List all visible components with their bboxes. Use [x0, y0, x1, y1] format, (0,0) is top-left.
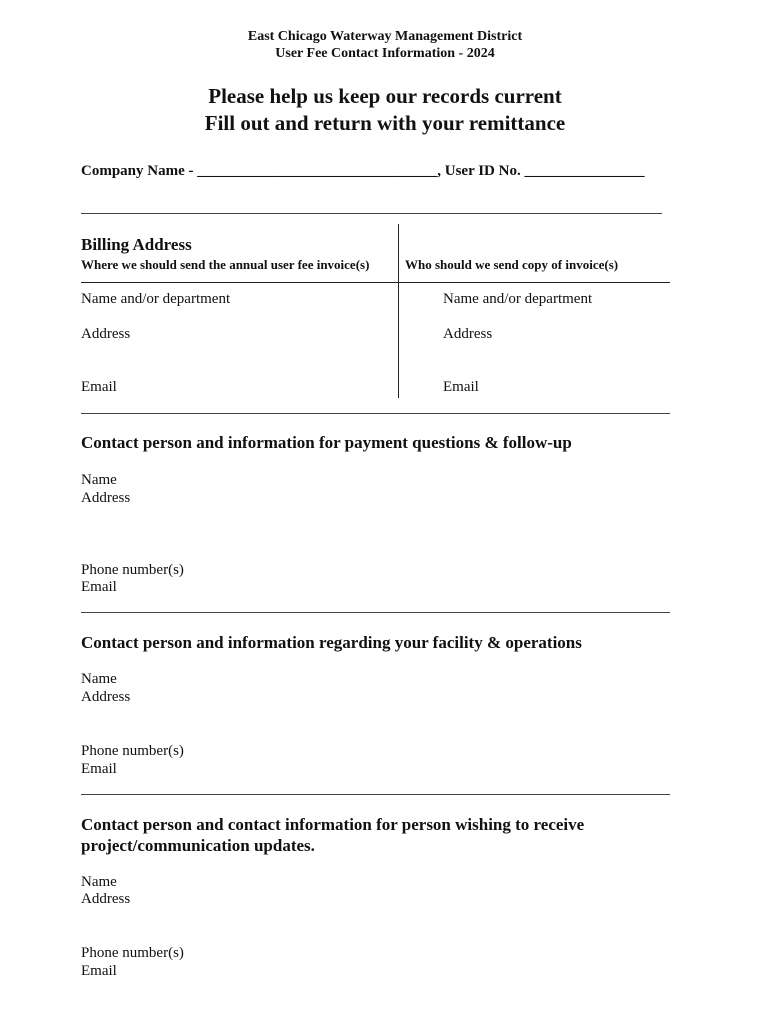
billing-column-divider	[398, 224, 399, 398]
updates-address-field[interactable]: Address	[81, 891, 131, 907]
org-name: East Chicago Waterway Management District	[247, 29, 523, 44]
updates-contact-title-line-1: Contact person and contact information for person wishing to receive	[81, 815, 585, 834]
facility-email-field[interactable]: Email	[81, 761, 117, 777]
billing-left-email-field[interactable]: Email	[81, 379, 117, 395]
billing-title: Billing Address	[81, 235, 192, 254]
payment-name-field[interactable]: Name	[81, 472, 117, 488]
section-divider	[81, 794, 670, 795]
billing-right-subtitle: Who should we send copy of invoice(s)	[405, 257, 619, 272]
billing-header-rule	[81, 282, 670, 283]
section-divider	[81, 413, 670, 414]
company-name-line[interactable]: Company Name - ________________________________, User ID No. ________________	[81, 163, 645, 179]
billing-left-name-field[interactable]: Name and/or department	[81, 291, 231, 307]
headline-line-2: Fill out and return with your remittance	[204, 111, 566, 135]
facility-name-field[interactable]: Name	[81, 671, 117, 687]
facility-contact-title: Contact person and information regarding your facility & operations	[81, 633, 582, 652]
payment-phone-field[interactable]: Phone number(s)	[81, 562, 184, 578]
form-subtitle: User Fee Contact Information - 2024	[275, 46, 495, 61]
billing-right-email-field[interactable]: Email	[443, 379, 479, 395]
headline-line-1: Please help us keep our records current	[208, 84, 562, 108]
updates-phone-field[interactable]: Phone number(s)	[81, 945, 184, 961]
updates-name-field[interactable]: Name	[81, 874, 117, 890]
billing-left-subtitle: Where we should send the annual user fee invoice(s)	[81, 257, 370, 272]
billing-left-address-field[interactable]: Address	[81, 326, 131, 342]
section-divider	[81, 612, 670, 613]
facility-phone-field[interactable]: Phone number(s)	[81, 743, 184, 759]
payment-address-field[interactable]: Address	[81, 490, 131, 506]
billing-right-address-field[interactable]: Address	[443, 326, 493, 342]
payment-contact-title: Contact person and information for payment questions & follow-up	[81, 433, 572, 452]
updates-email-field[interactable]: Email	[81, 963, 117, 979]
facility-address-field[interactable]: Address	[81, 689, 131, 705]
billing-right-name-field[interactable]: Name and/or department	[443, 291, 593, 307]
blank-line	[81, 213, 662, 214]
updates-contact-title-line-2: project/communication updates.	[81, 836, 315, 855]
payment-email-field[interactable]: Email	[81, 579, 117, 595]
